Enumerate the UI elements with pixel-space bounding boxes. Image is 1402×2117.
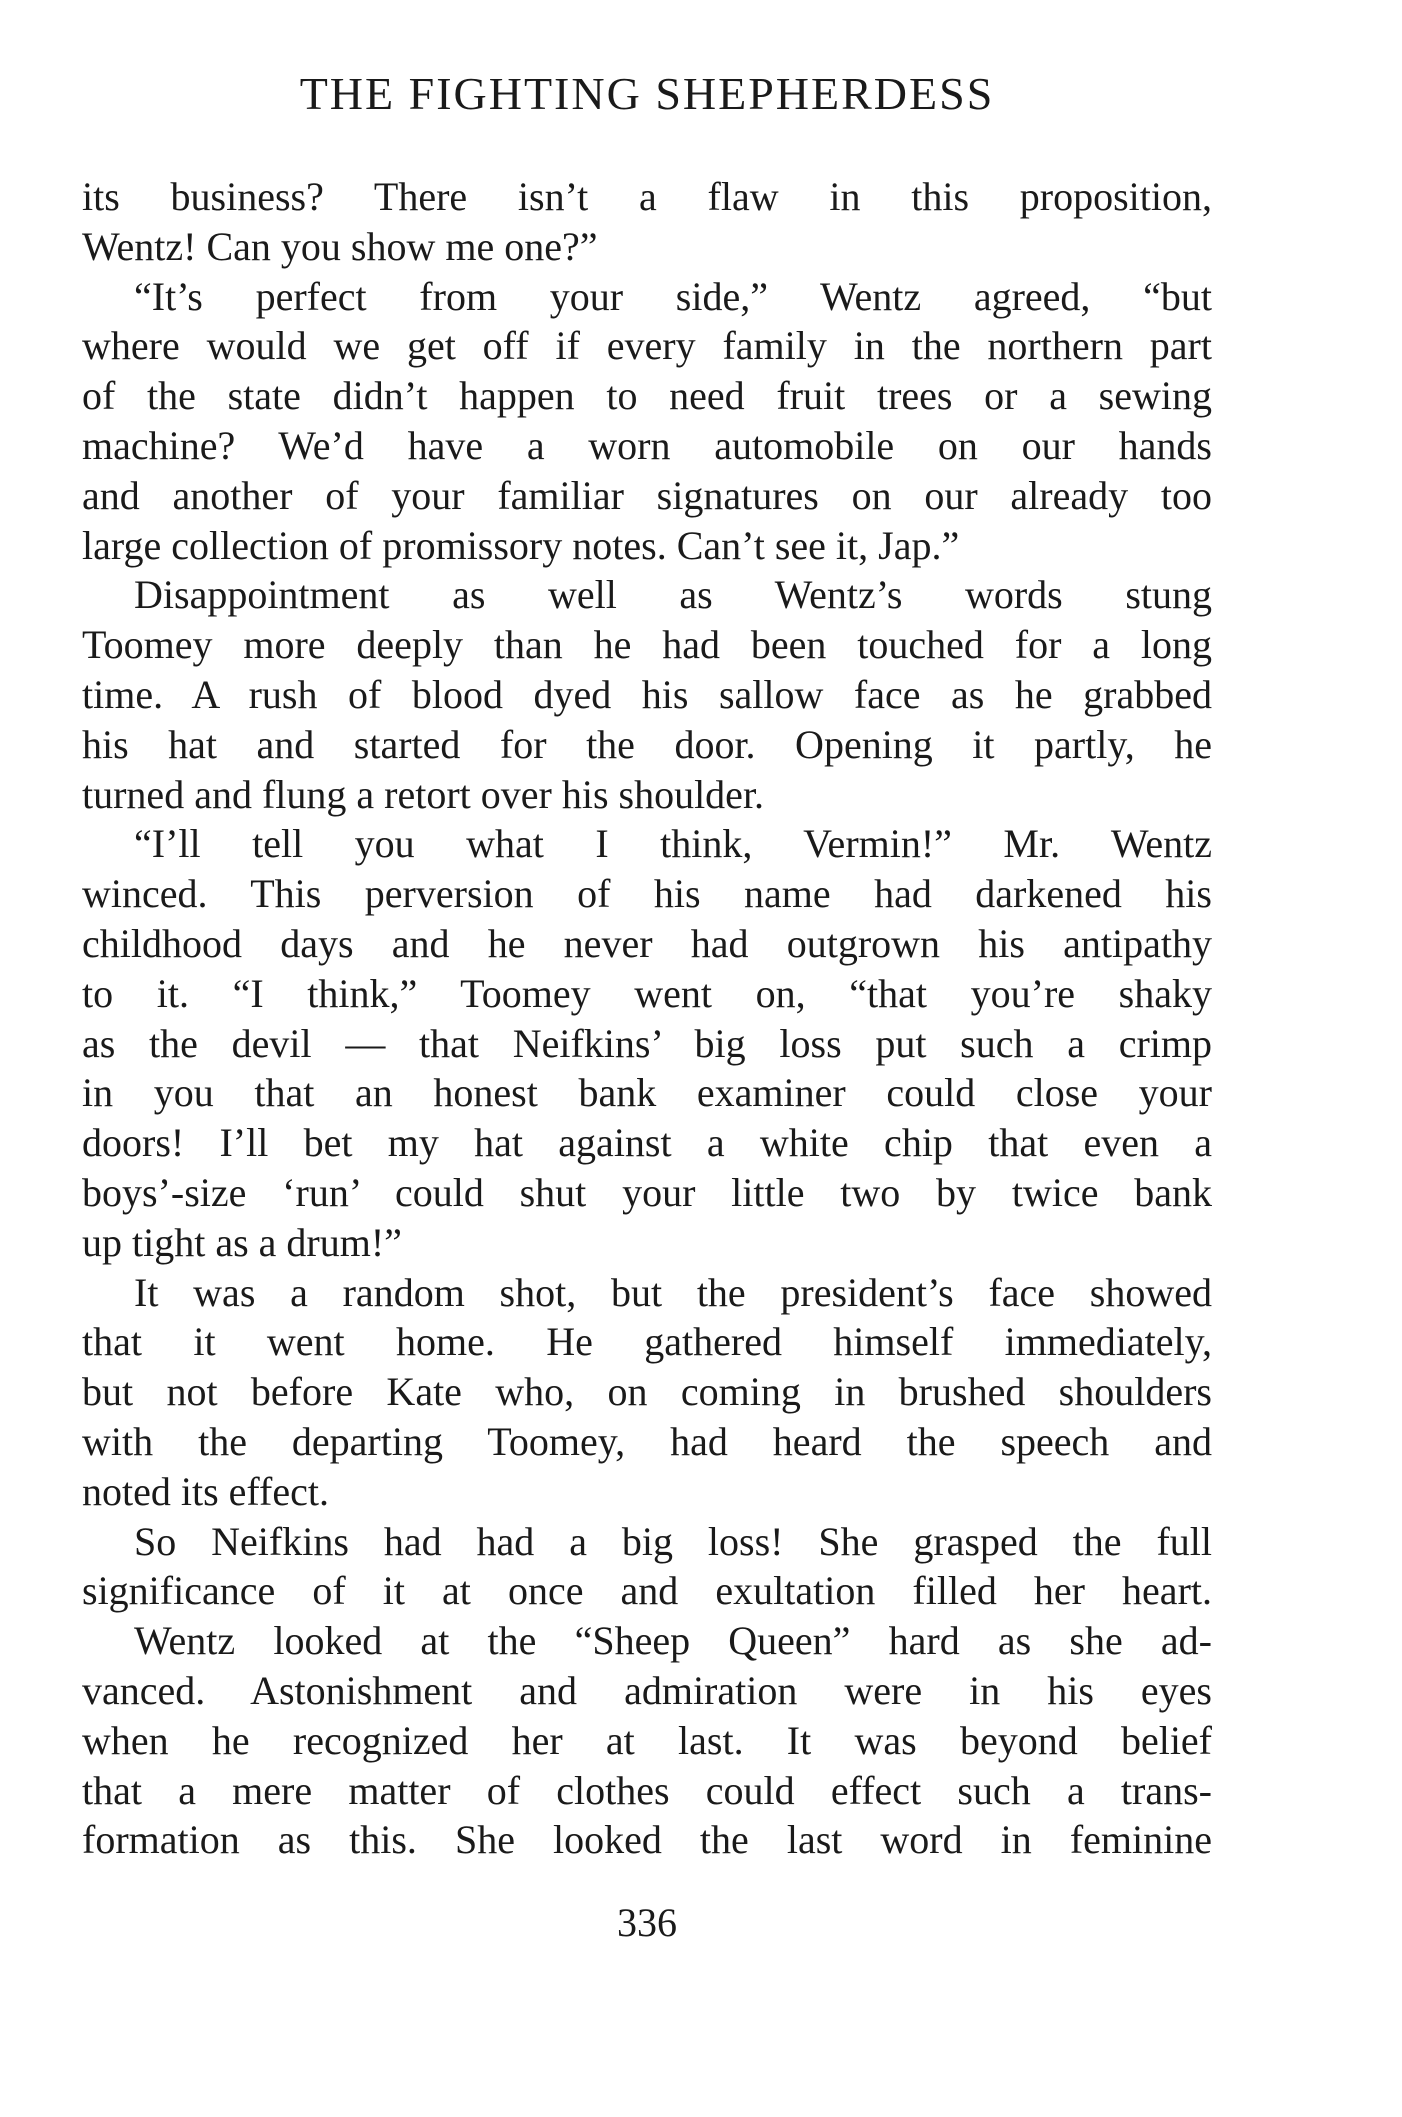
text-line: boys’-size ‘run’ could shut your little two by twice bank — [82, 1169, 1212, 1215]
text-line: significance of it at once and exultation filled her heart. — [82, 1568, 1212, 1614]
page-number: 336 — [617, 1900, 677, 1945]
text-line: and another of your familiar signatures on our already too — [82, 472, 1212, 518]
text-line: machine? We’d have a worn automobile on our hands — [82, 422, 1212, 468]
text-line: turned and flung a retort over his shoulder. — [82, 771, 765, 817]
text-line: but not before Kate who, on coming in brushed shoulders — [82, 1369, 1212, 1415]
running-head: THE FIGHTING SHEPHERDESS — [299, 68, 995, 119]
text-line: when he recognized her at last. It was beyond belief — [82, 1717, 1212, 1763]
text-line: doors! I’ll bet my hat against a white chip that even a — [82, 1120, 1212, 1166]
text-line: his hat and started for the door. Opening it partly, he — [82, 721, 1212, 767]
text-line: where would we get off if every family in the northern part — [82, 323, 1212, 369]
body-text — [82, 172, 1212, 1865]
text-line: with the departing Toomey, had heard the speech and — [82, 1418, 1212, 1464]
text-line: “It’s perfect from your side,” Wentz agreed, “but — [134, 273, 1212, 319]
text-line: “I’ll tell you what I think, Vermin!” Mr. Wentz — [134, 821, 1212, 867]
text-line: that a mere matter of clothes could effect such a trans- — [82, 1767, 1212, 1813]
text-line: time. A rush of blood dyed his sallow face as he grabbed — [82, 671, 1212, 717]
text-line: Wentz! Can you show me one?” — [82, 223, 598, 269]
text-line: Wentz looked at the “Sheep Queen” hard as she ad- — [134, 1618, 1212, 1664]
text-line: formation as this. She looked the last word in feminine — [82, 1817, 1212, 1863]
text-line: up tight as a drum!” — [82, 1219, 402, 1265]
text-line: in you that an honest bank examiner could close your — [82, 1070, 1212, 1116]
text-line: So Neifkins had had a big loss! She grasped the full — [134, 1518, 1212, 1564]
text-line: childhood days and he never had outgrown his antipathy — [82, 920, 1212, 966]
text-line: to it. “I think,” Toomey went on, “that you’re shaky — [82, 970, 1212, 1016]
text-line: It was a random shot, but the president’s face showed — [134, 1269, 1212, 1315]
text-line: large collection of promissory notes. Can’t see it, Jap.” — [82, 522, 960, 568]
text-line: Toomey more deeply than he had been touched for a long — [82, 622, 1212, 668]
text-line: Disappointment as well as Wentz’s words stung — [134, 572, 1212, 618]
text-line: its business? There isn’t a flaw in this proposition, — [82, 174, 1212, 219]
text-line: as the devil — that Neifkins’ big loss put such a crimp — [82, 1020, 1212, 1066]
text-line: that it went home. He gathered himself immediately, — [82, 1319, 1212, 1365]
text-line: noted its effect. — [82, 1468, 329, 1514]
text-line: of the state didn’t happen to need fruit trees or a sewing — [82, 373, 1212, 419]
text-line: vanced. Astonishment and admiration were in his eyes — [82, 1667, 1212, 1713]
text-line: winced. This perversion of his name had darkened his — [82, 871, 1212, 917]
